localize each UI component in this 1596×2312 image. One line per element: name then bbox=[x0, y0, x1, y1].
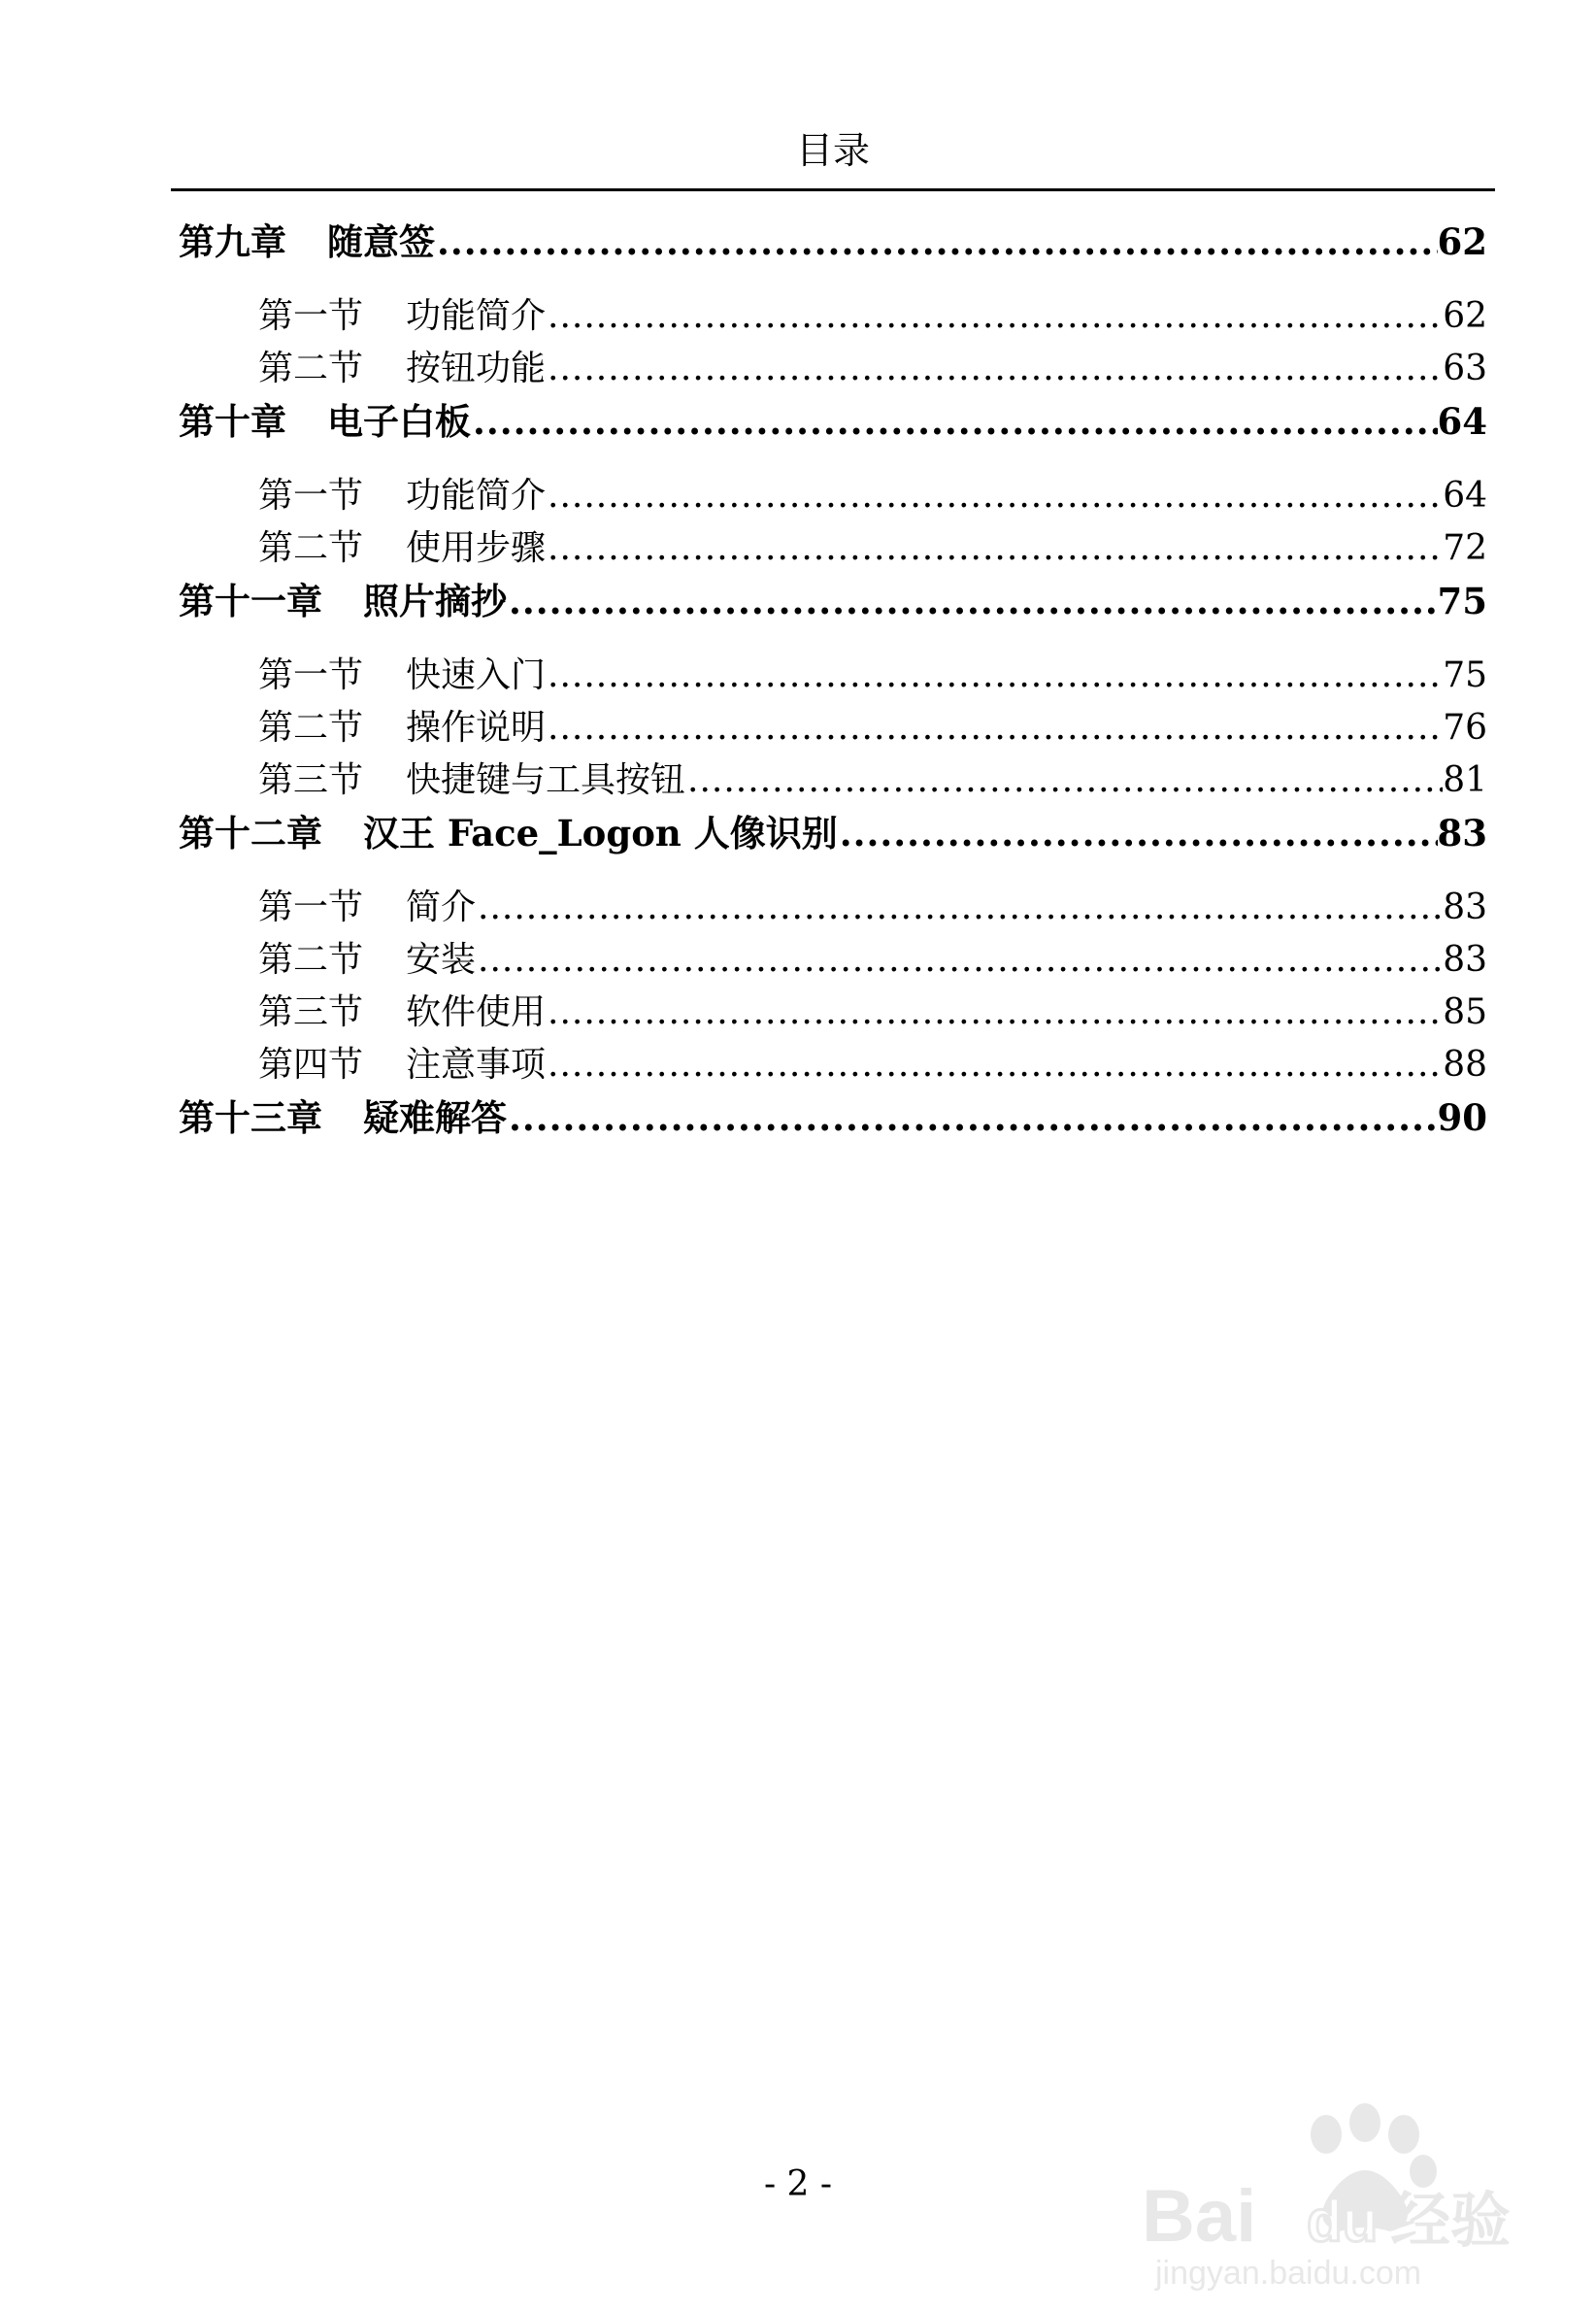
toc-leader-dots bbox=[546, 290, 1443, 343]
toc-section-title: 按钮功能 bbox=[406, 349, 547, 388]
toc-section-title: 操作说明 bbox=[406, 708, 547, 748]
toc-leader-dots bbox=[546, 522, 1443, 575]
toc-section-title: 使用步骤 bbox=[406, 528, 547, 568]
toc-leader-dots bbox=[471, 395, 1438, 449]
toc-section-number: 第一节 bbox=[258, 296, 364, 336]
toc-chapter-number: 第十章 bbox=[179, 400, 286, 443]
toc-section-page: 85 bbox=[1443, 992, 1487, 1032]
toc-section-page: 83 bbox=[1443, 940, 1487, 980]
watermark-url: jingyan.baidu.com bbox=[1155, 2255, 1422, 2292]
toc-section-page: 76 bbox=[1443, 708, 1487, 748]
toc-section-page: 64 bbox=[1443, 476, 1487, 516]
toc-leader-dots bbox=[476, 934, 1443, 987]
baidu-jingyan-watermark bbox=[1136, 2078, 1514, 2292]
toc-section-number: 第一节 bbox=[258, 655, 364, 695]
toc-leader-dots bbox=[507, 1091, 1438, 1145]
toc-leader-dots bbox=[435, 216, 1438, 269]
toc-chapter-page: 83 bbox=[1437, 812, 1487, 854]
toc-section-title: 快捷键与工具按钮 bbox=[406, 760, 686, 800]
toc-chapter-number: 第九章 bbox=[179, 220, 286, 263]
toc-section-row[interactable] bbox=[179, 522, 1487, 575]
watermark-brand2: du bbox=[1307, 2189, 1379, 2254]
toc-section-number: 第一节 bbox=[258, 476, 364, 516]
toc-section-row[interactable] bbox=[179, 702, 1487, 754]
toc-section-page: 83 bbox=[1443, 888, 1487, 927]
toc-section-title: 软件使用 bbox=[406, 992, 547, 1032]
toc-chapter-row[interactable] bbox=[179, 575, 1487, 628]
toc-section-page: 72 bbox=[1443, 528, 1487, 568]
toc-section-row[interactable] bbox=[179, 470, 1487, 522]
toc-chapter-number: 第十二章 bbox=[179, 812, 322, 854]
toc-leader-dots bbox=[546, 987, 1443, 1039]
toc-section-number: 第三节 bbox=[258, 760, 364, 800]
toc-chapter-number: 第十一章 bbox=[179, 580, 322, 622]
toc-section-row[interactable] bbox=[179, 1039, 1487, 1091]
toc-chapter-title: 随意签 bbox=[327, 220, 435, 263]
toc-leader-dots bbox=[507, 575, 1438, 628]
toc-section-title: 简介 bbox=[406, 888, 477, 927]
toc-section-row[interactable] bbox=[179, 934, 1487, 987]
toc-chapter-number: 第十三章 bbox=[179, 1096, 322, 1139]
toc-chapter-page: 62 bbox=[1437, 220, 1487, 263]
toc-chapter-title: 疑难解答 bbox=[363, 1096, 507, 1139]
toc-section-number: 第二节 bbox=[258, 940, 364, 980]
toc-section-page: 81 bbox=[1443, 760, 1487, 800]
toc-section-page: 63 bbox=[1443, 349, 1487, 388]
toc-section-page: 62 bbox=[1443, 296, 1487, 336]
toc-chapter-title: 照片摘抄 bbox=[363, 580, 507, 622]
toc-chapter-row[interactable] bbox=[179, 395, 1487, 449]
toc-section-row[interactable] bbox=[179, 987, 1487, 1039]
toc-section-number: 第一节 bbox=[258, 888, 364, 927]
toc-chapter-row[interactable] bbox=[179, 807, 1487, 860]
toc-leader-dots bbox=[546, 470, 1443, 522]
toc-section-number: 第二节 bbox=[258, 349, 364, 388]
watermark-product: 经验 bbox=[1390, 2185, 1512, 2256]
toc-leader-dots bbox=[546, 650, 1443, 702]
toc-chapter-page: 64 bbox=[1437, 400, 1487, 443]
toc-section-row[interactable] bbox=[179, 650, 1487, 702]
toc-chapter-title: 汉王 Face_Logon 人像识别 bbox=[363, 812, 838, 854]
toc-section-title: 功能简介 bbox=[406, 476, 547, 516]
toc-chapter-page: 75 bbox=[1437, 580, 1487, 622]
toc-section-page: 75 bbox=[1443, 655, 1487, 695]
toc-chapter-row[interactable] bbox=[179, 216, 1487, 269]
toc-leader-dots bbox=[685, 754, 1443, 807]
toc-section-title: 安装 bbox=[406, 940, 477, 980]
toc-leader-dots bbox=[546, 343, 1443, 395]
toc-section-row[interactable] bbox=[179, 882, 1487, 934]
toc-section-number: 第二节 bbox=[258, 708, 364, 748]
toc-section-number: 第三节 bbox=[258, 992, 364, 1032]
toc-section-title: 快速入门 bbox=[406, 655, 547, 695]
toc-chapter-page: 90 bbox=[1437, 1096, 1487, 1139]
toc-leader-dots bbox=[476, 882, 1443, 934]
toc-leader-dots bbox=[546, 1039, 1443, 1091]
watermark-brand: Bai bbox=[1142, 2175, 1257, 2258]
toc-section-title: 注意事项 bbox=[406, 1045, 547, 1085]
toc-section-row[interactable] bbox=[179, 754, 1487, 807]
toc-leader-dots bbox=[546, 702, 1443, 754]
toc-section-row[interactable] bbox=[179, 343, 1487, 395]
toc-section-page: 88 bbox=[1443, 1045, 1487, 1085]
toc-chapter-title: 电子白板 bbox=[327, 400, 471, 443]
toc-leader-dots bbox=[838, 807, 1438, 860]
toc-section-title: 功能简介 bbox=[406, 296, 547, 336]
toc-chapter-row[interactable] bbox=[179, 1091, 1487, 1145]
toc-section-row[interactable] bbox=[179, 290, 1487, 343]
header-rule bbox=[171, 188, 1495, 191]
page-header-title: 目录 bbox=[795, 129, 870, 172]
table-of-contents bbox=[179, 216, 1487, 1145]
toc-section-number: 第四节 bbox=[258, 1045, 364, 1085]
toc-section-number: 第二节 bbox=[258, 528, 364, 568]
page-number: - 2 - bbox=[763, 2164, 833, 2204]
